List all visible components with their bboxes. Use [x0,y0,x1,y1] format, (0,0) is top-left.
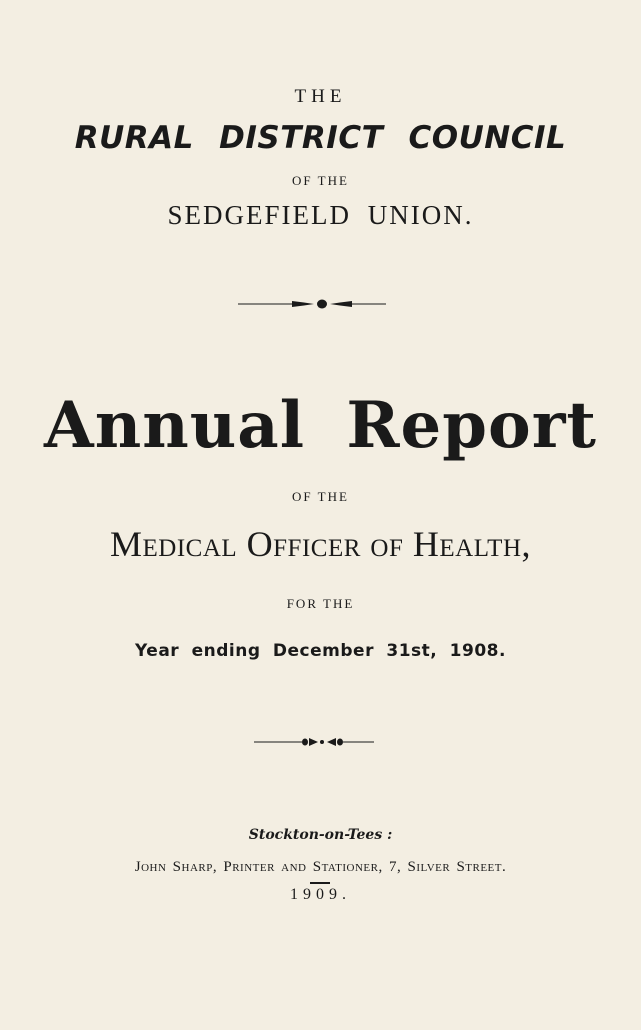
short-rule [310,882,330,884]
ornament-center-glyph [292,300,352,309]
union-heading: SEDGEFIELD UNION. [167,200,474,230]
printer-ornament-bottom [0,734,641,750]
year-ending-line: Year ending December 31st, 1908. [135,641,506,661]
place-of-printing: Stockton-on-Tees : [248,827,393,843]
printer-ornament-top [0,296,641,312]
printer-line: John Sharp, Printer and Stationer, 7, Silver Street. [134,859,507,875]
report-title: Annual Report [44,388,597,463]
heading-the: THE [294,86,347,107]
of-the-line: OF THE [292,173,349,188]
officer-heading: Medical Officer of Health, [110,524,531,564]
for-the-line: FOR THE [286,596,355,611]
ornament-center-glyph-bottom [302,738,343,746]
print-year: 1909. [290,886,351,903]
of-the-line-2: OF THE [292,489,349,504]
council-heading: RURAL DISTRICT COUNCIL [74,120,567,156]
